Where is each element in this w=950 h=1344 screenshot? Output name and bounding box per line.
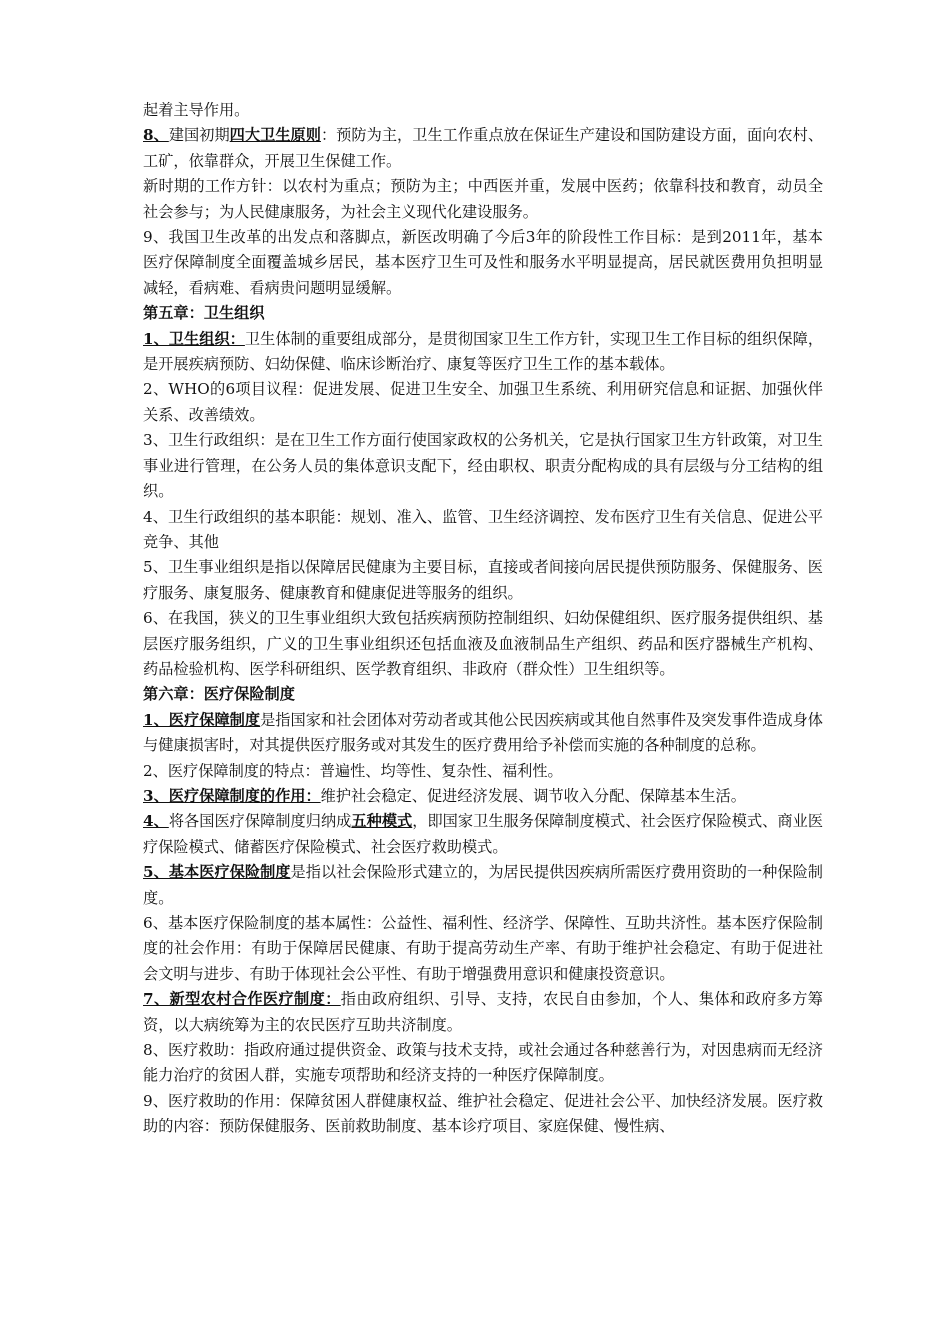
item-number: 8、 <box>143 126 169 145</box>
key-term: 四大卫生原则 <box>229 126 321 145</box>
chapter-heading: 第五章：卫生组织 <box>143 304 265 323</box>
paragraph: 新时期的工作方针：以农村为重点；预防为主；中西医并重，发展中医药；依靠科技和教育，动员全社会参与；为人民健康服务，为社会主义现代化建设服务。 <box>143 177 823 221</box>
paragraph: 5、基本医疗保险制度是指以社会保险形式建立的，为居民提供因疾病所需医疗费用资助的一种保险制度。 <box>143 863 823 907</box>
paragraph: 9、医疗救助的作用：保障贫困人群健康权益、维护社会稳定、促进社会公平、加快经济发展。医疗救助的内容：预防保健服务、医前救助制度、基本诊疗项目、家庭保健、慢性病、 <box>143 1091 823 1136</box>
paragraph: 4、卫生行政组织的基本职能：规划、准入、监管、卫生经济调控、发布医疗卫生有关信息、促进公平竞争、其他 <box>143 507 823 551</box>
key-term: 五种模式 <box>351 812 413 831</box>
key-term: 1、卫生组织： <box>143 329 245 348</box>
paragraph: 2、医疗保障制度的特点：普遍性、均等性、复杂性、福利性。 <box>143 761 563 780</box>
paragraph: 9、我国卫生改革的出发点和落脚点，新医改明确了今后3年的阶段性工作目标：是到2011年，基本医疗保障制度全面覆盖城乡居民，基本医疗卫生可及性和服务水平明显提高，居民就医费用负担明显减轻，看病难、看病贵问题明显缓解。 <box>143 228 823 297</box>
paragraph: 1、卫生组织：卫生体制的重要组成部分，是贯彻国家卫生工作方针，实现卫生工作目标的组织保障，是开展疾病预防、妇幼保健、临床诊断治疗、康复等医疗卫生工作的基本载体。 <box>143 329 824 374</box>
paragraph: 8、建国初期四大卫生原则：预防为主，卫生工作重点放在保证生产建设和国防建设方面，面向农村、工矿，依靠群众，开展卫生保健工作。 <box>143 126 824 170</box>
key-term: 5、基本医疗保险制度 <box>143 863 291 882</box>
paragraph: 5、卫生事业组织是指以保障居民健康为主要目标，直接或者间接向居民提供预防服务、保健服务、医疗服务、康复服务、健康教育和健康促进等服务的组织。 <box>143 558 823 602</box>
paragraph: 3、医疗保障制度的作用：维护社会稳定、促进经济发展、调节收入分配、保障基本生活。 <box>143 786 746 805</box>
paragraph: 1、医疗保障制度是指国家和社会团体对劳动者或其他公民因疾病或其他自然事件及突发事件造成身体与健康损害时，对其提供医疗服务或对其发生的医疗费用给予补偿而实施的各种制度的总称。 <box>143 710 823 755</box>
key-term: 3、医疗保障制度的作用： <box>143 786 321 805</box>
item-number: 4、 <box>143 812 169 831</box>
document-page <box>143 98 823 1140</box>
chapter-heading: 第六章：医疗保险制度 <box>143 685 295 704</box>
paragraph: 6、基本医疗保险制度的基本属性：公益性、福利性、经济学、保障性、互助共济性。基本医疗保险制度的社会作用：有助于保障居民健康、有助于提高劳动生产率、有助于维护社会稳定、有助于促进社会文明与进步、有助于体现社会公平性、有助于增强费用意识和健康投资意识。 <box>143 914 823 983</box>
paragraph: 起着主导作用。 <box>143 101 250 119</box>
key-term: 1、医疗保障制度 <box>143 710 261 729</box>
paragraph: 6、在我国，狭义的卫生事业组织大致包括疾病预防控制组织、妇幼保健组织、医疗服务提供组织、基层医疗服务组织，广义的卫生事业组织还包括血液及血液制品生产组织、药品和医疗器械生产机构、药品检验机构、医学科研组织、医学教育组织、非政府（群众性）卫生组织等。 <box>143 609 823 678</box>
paragraph: 3、卫生行政组织：是在卫生工作方面行使国家政权的公务机关，它是执行国家卫生方针政策，对卫生事业进行管理，在公务人员的集体意识支配下，经由职权、职责分配构成的具有层级与分工结构的组织。 <box>143 431 823 501</box>
paragraph: 4、将各国医疗保障制度归纳成五种模式，即国家卫生服务保障制度模式、社会医疗保险模式、商业医疗保险模式、储蓄医疗保险模式、社会医疗救助模式。 <box>143 812 824 856</box>
paragraph: 7、新型农村合作医疗制度：指由政府组织、引导、支持，农民自由参加，个人、集体和政府多方筹资，以大病统筹为主的农民医疗互助共济制度。 <box>143 990 823 1034</box>
paragraph: 8、医疗救助：指政府通过提供资金、政策与技术支持，或社会通过各种慈善行为，对因患病而无经济能力治疗的贫困人群，实施专项帮助和经济支持的一种医疗保障制度。 <box>143 1041 823 1085</box>
paragraph: 2、WHO的6项目议程：促进发展、促进卫生安全、加强卫生系统、利用研究信息和证据、加强伙伴关系、改善绩效。 <box>143 380 823 424</box>
key-term: 7、新型农村合作医疗制度： <box>143 990 341 1009</box>
